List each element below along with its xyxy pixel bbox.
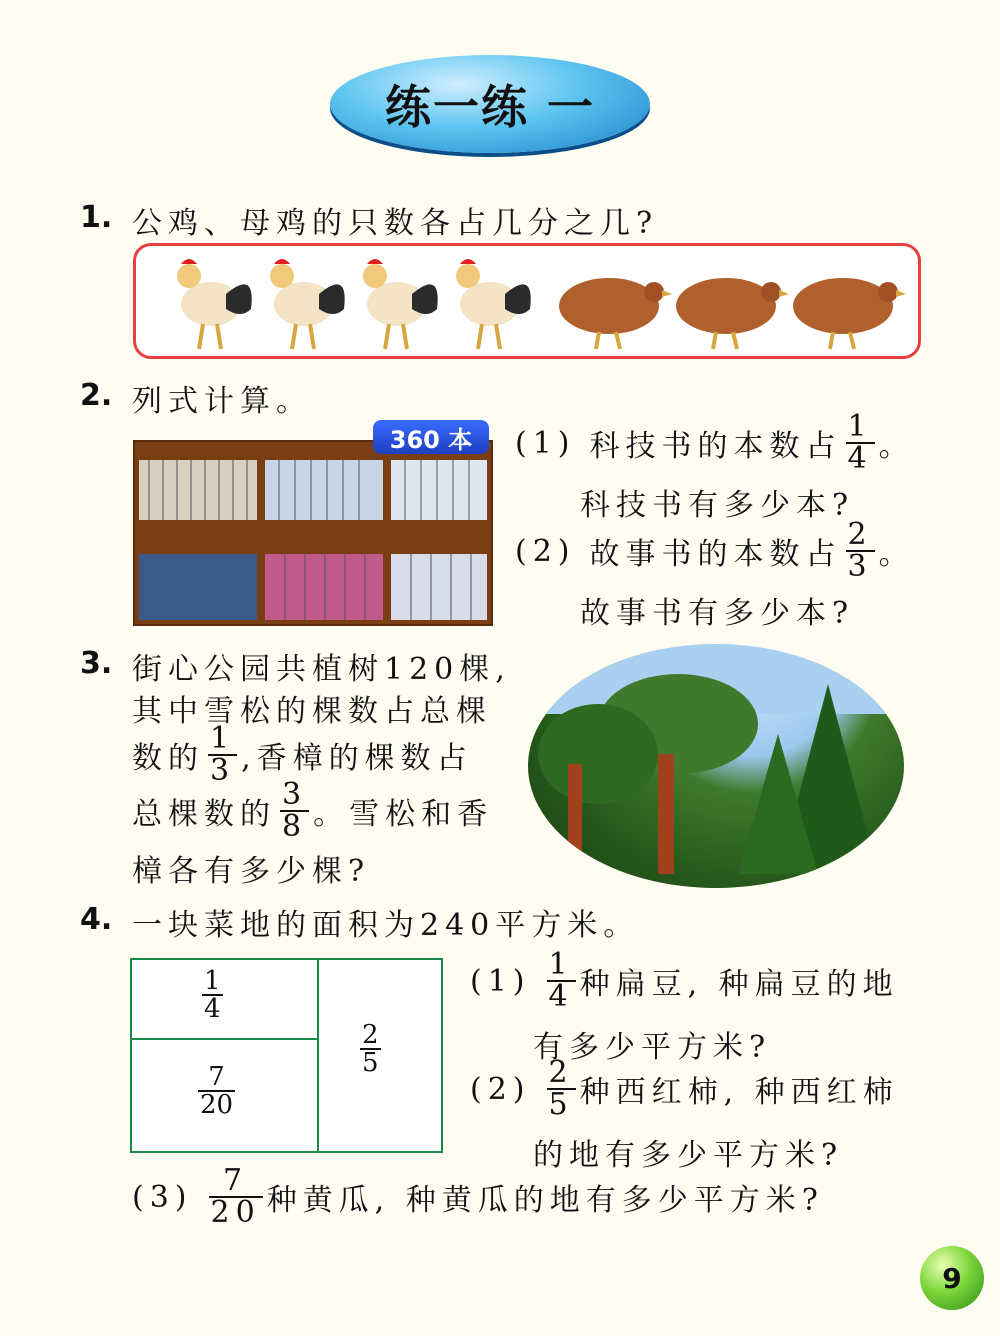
- q2-part1: [515, 409, 915, 476]
- fraction-denominator: 20: [200, 1090, 234, 1120]
- park-trees-photo: [528, 644, 904, 888]
- fraction-numerator: 7: [223, 1163, 249, 1198]
- fraction-denominator: 3: [210, 753, 236, 788]
- q4-part1-text: 种扁豆, 种扁豆的地: [579, 967, 899, 1002]
- rooster-icon: [456, 259, 531, 349]
- exercise-title: 练一练 一: [384, 80, 595, 134]
- q2-part2-fraction: [846, 517, 875, 584]
- q3-number: 3.: [80, 646, 113, 681]
- q4-part2: [470, 1055, 899, 1122]
- hen-icon: [559, 278, 672, 349]
- book-count-badge: 360 本: [373, 420, 489, 454]
- q2-part1-fraction: [846, 409, 875, 476]
- hen-icon: [793, 278, 906, 349]
- fraction-denominator: 20: [210, 1195, 261, 1230]
- q4-part1-question: 有多少平方米?: [533, 1030, 772, 1065]
- q1-text: 公鸡、母鸡的只数各占几分之几?: [132, 206, 659, 241]
- q4-part3-fraction: [209, 1163, 263, 1230]
- q2-part2-text: 故事书的本数占: [589, 537, 842, 572]
- q4-part3: [132, 1163, 824, 1230]
- fraction-denominator: 4: [548, 979, 574, 1014]
- fraction-denominator: 4: [847, 441, 873, 476]
- fraction-denominator: 8: [282, 809, 308, 844]
- fraction-denominator: 3: [847, 549, 873, 584]
- rooster-icon: [363, 259, 438, 349]
- q3-line1: 街心公园共植树120棵,: [132, 652, 511, 687]
- fraction-numerator: 1: [847, 409, 873, 444]
- field-section-cucumber: [194, 1064, 239, 1118]
- q3-fraction-camphor: [280, 777, 309, 844]
- field-fraction: [202, 968, 223, 1022]
- fraction-numerator: 1: [548, 947, 574, 982]
- q4-part3-label: (3): [132, 1179, 193, 1215]
- fraction-numerator: 3: [282, 777, 308, 812]
- field-divider-vertical: [317, 960, 319, 1151]
- q3-fraction-cedar: [208, 721, 237, 788]
- q2-part2: [515, 517, 915, 584]
- q3-line5: 樟各有多少棵?: [132, 854, 371, 889]
- q3-line2: 其中雪松的棵数占总棵: [132, 694, 492, 729]
- bookshelf-photo: [133, 440, 493, 626]
- bookshelf-illustration: [135, 442, 491, 624]
- q3-line4-start: 总棵数的: [132, 797, 276, 832]
- page-number-badge: 9: [920, 1246, 984, 1310]
- q2-part1-label: (1): [515, 425, 576, 461]
- fraction-numerator: 7: [208, 1062, 225, 1092]
- trees-illustration: [528, 644, 904, 888]
- q4-part2-fraction: [547, 1055, 576, 1122]
- fraction-numerator: 1: [204, 966, 221, 996]
- fraction-numerator: 2: [548, 1055, 574, 1090]
- q4-part2-label: (2): [470, 1071, 531, 1107]
- fraction-denominator: 4: [204, 994, 221, 1024]
- q3-line3-start: 数的: [132, 741, 204, 776]
- q4-part2-text: 种西红柿, 种西红柿: [579, 1075, 899, 1110]
- q4-part3-text: 种黄瓜, 种黄瓜的地有多少平方米?: [266, 1183, 824, 1218]
- field-section-beans: [198, 968, 227, 1022]
- exercise-title-banner: [330, 55, 650, 153]
- chickens-illustration: [136, 246, 918, 356]
- q3-line4: [132, 777, 494, 844]
- q2-number: 2.: [80, 378, 113, 413]
- q3-line3-end: ,香樟的棵数占: [241, 741, 473, 776]
- q2-part2-label: (2): [515, 533, 576, 569]
- q2-part2-period: 。: [878, 537, 915, 572]
- q4-part1-label: (1): [470, 963, 531, 999]
- q2-text: 列式计算。: [132, 384, 312, 419]
- fraction-denominator: 5: [548, 1087, 574, 1122]
- q4-part1: [470, 947, 899, 1014]
- q2-part1-question: 科技书有多少本?: [580, 488, 855, 523]
- q4-part1-fraction: [547, 947, 576, 1014]
- q4-part2-question: 的地有多少平方米?: [533, 1138, 844, 1173]
- q1-number: 1.: [80, 200, 113, 235]
- field-section-tomato: [356, 1022, 385, 1076]
- q4-text: 一块菜地的面积为240平方米。: [132, 908, 640, 943]
- q2-part1-period: 。: [878, 429, 915, 464]
- field-divider-horizontal: [132, 1038, 317, 1040]
- field-diagram: [130, 958, 443, 1153]
- fraction-numerator: 2: [362, 1020, 379, 1050]
- rooster-icon: [177, 259, 252, 349]
- hen-icon: [676, 278, 789, 349]
- fraction-denominator: 5: [362, 1048, 379, 1078]
- q2-part1-text: 科技书的本数占: [589, 429, 842, 464]
- q4-number: 4.: [80, 902, 113, 937]
- rooster-icon: [270, 259, 345, 349]
- q2-part2-question: 故事书有多少本?: [580, 596, 855, 631]
- chicken-illustration-box: [133, 243, 921, 359]
- q3-line4-end: 。雪松和香: [313, 797, 494, 832]
- field-fraction: [360, 1022, 381, 1076]
- fraction-numerator: 1: [210, 721, 236, 756]
- field-fraction: [198, 1064, 235, 1118]
- fraction-numerator: 2: [847, 517, 873, 552]
